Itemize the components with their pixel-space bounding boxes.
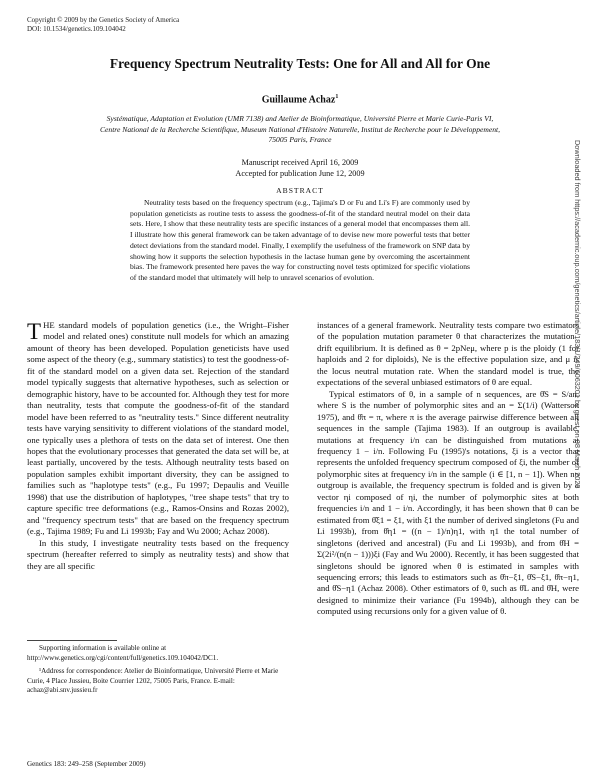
- doi-line: DOI: 10.1534/genetics.109.104042: [27, 25, 126, 33]
- copyright-header: [27, 16, 179, 34]
- author-name: Guillaume Achaz: [261, 94, 336, 106]
- intro-paragraph-2: In this study, I investigate neutrality tests based on the frequency spectrum (hereafter referred to simply as neutrality tests) and show that they are all specific: [27, 537, 289, 571]
- copyright-line: Copyright © 2009 by the Genetics Society of America: [27, 16, 180, 24]
- supporting-info-footnote[interactable]: Supporting information is available online at http://www.genetics.org/cgi/content/full/genetics.109.104042/DC1.: [27, 644, 219, 662]
- intro-paragraph-1: [27, 320, 289, 538]
- abstract-text: Neutrality tests based on the frequency spectrum (e.g., Tajima's D or Fu and Li's F) are commonly used by population geneticists as routine tests to assess the goodness-of-fit of the standard neutral model on their data sets. Here, I show that these neutrality tests are specific instances of a general model that encompasses them all. I illustrate how this general framework can be taken advantage of to devise new more powerful tests that better detect deviations from the standard model. Finally, I exemplify the usefulness of the framework on SNP data by showing how it supports the selection hypothesis in the lactase human gene by overcoming the ascertainment bias. The framework presented here paves the way for constructing novel tests optimized for specific violations of the standard model that ultimately will help to unravel scenarios of evolution.: [130, 198, 470, 282]
- accepted-date: Accepted for publication June 12, 2009: [235, 168, 365, 178]
- body-column-left: [27, 320, 289, 572]
- author-block: [0, 94, 600, 105]
- intro-paragraph-1-text: HE standard models of population genetics (i.e., the Wright–Fisher model and related ones) constitute null models for which an amazing amount of theory has been developed. Population geneticists have used some aspect of the theory (e.g., summary statistics) to test the goodness-of-fit of the standard model on a given data set. Rejection of the standard model typically suggests that alternative hypotheses, such as selection or demographic history, have to be accounted for. Although they test for more than neutrality, tests that compute the goodness-of-fit of the standard model have been referred to as "neutrality tests." Since different neutrality tests have varying sensitivity to different violations of the standard model, one typically uses a plethora of tests on the data set of interest. One then hopes that the evolutionary processes that generated the data set will be, at least partially, uncovered by the tests. Although neutrality tests based on population samples exhibit important diversity, they can be assigned to families such as "haplotype tests" (e.g., Fu 1997; Depaulis and Veuille 1998) that use the distribution of haplotypes, "tree shape tests" that try to capture specific tree deformations (e.g., Ramos-Onsins and Rozas 2002), and "frequency spectrum tests" that are based on the frequency spectrum (e.g., Tajima 1989; Fu and Li 1993b; Fay and Wu 2000; Achaz 2008).: [27, 320, 289, 537]
- download-watermark: [573, 140, 598, 740]
- footnote-rule: [27, 640, 117, 641]
- correspondence-footnote: ¹Address for correspondence: Atelier de Bioinformatique, Université Pierre et Marie Curie, 4 Place Jussieu, Boite Courrier 1202, 75005 Paris, France. E-mail: achaz@abi.snv.jussieu.fr: [27, 667, 279, 694]
- right-paragraph-1: instances of a general framework. Neutrality tests compare two estimators of the population mutation parameter θ that characterizes the mutation–drift equilibrium. It is defined as θ = 2pNeμ, where p is the ploidy (1 for haploids and 2 for diploids), Ne is the effective population size, and μ is the locus neutral mutation rate. When the standard model is true, the expectations of the several unbiased estimators of θ are equal.: [317, 320, 579, 388]
- body-column-right: [317, 320, 579, 618]
- affiliation-line-1: Systématique, Adaptation et Evolution (UMR 7138) and Atelier de Bioinformatique, Université Pierre et Marie Curie-Paris VI,: [106, 114, 494, 123]
- author-footnote-mark: 1: [335, 94, 339, 100]
- right-paragraph-2: Typical estimators of θ, in a sample of n sequences, are θ̂S = S/an, where S is the number of polymorphic sites and an = Σ(1/i) (Watterson 1975), and θ̂π = π, where π is the average pairwise difference between all sequences in the sample (Tajima 1983). If an outgroup is available, mutations at frequency i/n can be distinguished from mutations at frequency 1 − i/n. Following Fu (1995)'s notations, ξi is a vector that represents the unfolded frequency spectrum composed of ξi, the number of polymorphic sites at frequency i/n in the sample (i ∈ [1, n − 1]). When no outgroup is available, the frequency spectrum is folded and is given by a vector ηi composed of ηi, the number of polymorphic sites at both frequencies i/n and 1 − i/n. Accordingly, it has been shown that θ can be estimated from θ̂ξ1 = ξ1, with ξ1 the number of derived singletons (Fu and Li 1993b), from θ̂η1 = ((n − 1)/n)η1, with η1 the total number of singletons (derived and ancestral) (Fu and Li 1993b), and from θ̂H = Σ(2i²/(n(n − 1)))ξi (Fay and Wu 2000). Recently, it has been suggested that singletons should be ignored when θ is estimated in samples with sequencing errors; this leads to estimators such as θ̂π−ξ1, θ̂S−ξ1, θ̂π−η1, and θ̂S−η1 (Achaz 2008). Other estimators of θ, such as θ̂L and θ̂H, were designed to minimize their variance (Fu 1994b), although they can be computed using recursions only for a given value of θ.: [317, 388, 579, 617]
- received-date: Manuscript received April 16, 2009: [241, 158, 359, 167]
- manuscript-dates: [0, 158, 600, 179]
- footnotes: [27, 644, 289, 700]
- abstract-heading: ABSTRACT: [276, 186, 324, 195]
- download-watermark-text: Downloaded from https://academic.oup.com/genetics/article/183/1/249/6063201 by guest on 08 March 2023: [573, 140, 582, 489]
- affiliation-line-2: Centre National de la Recherche Scientifique, Museum National d'Histoire Naturelle, Institut de Recherche pour le Développement,: [99, 124, 501, 134]
- journal-citation: Genetics 183: 249–258 (September 2009): [27, 760, 146, 768]
- paper-title: Frequency Spectrum Neutrality Tests: One for All and All for One: [109, 56, 491, 71]
- affiliation: [70, 114, 530, 146]
- affiliation-line-3: 75005 Paris, France: [268, 135, 332, 144]
- drop-cap: T: [27, 319, 42, 344]
